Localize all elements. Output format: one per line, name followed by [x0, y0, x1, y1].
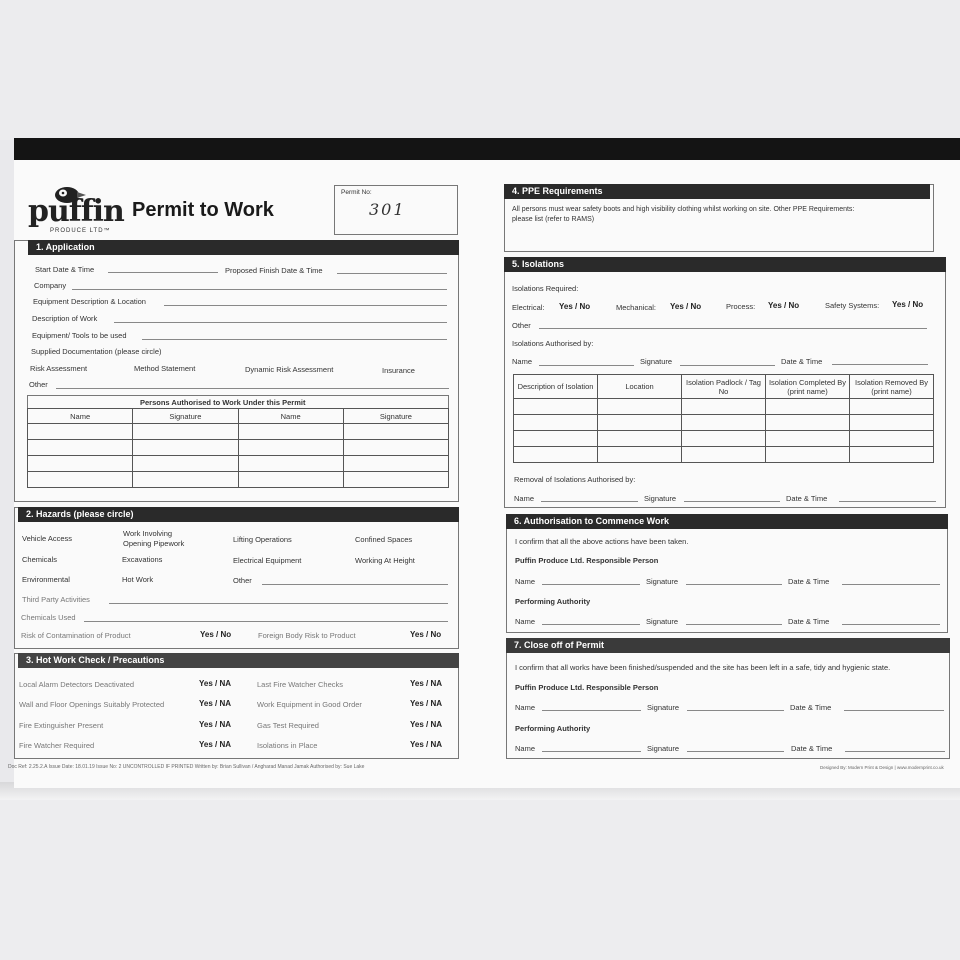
iso-col-padlock: Isolation Padlock / Tag No: [682, 375, 766, 399]
hazard-work-involving[interactable]: Work Involving: [123, 529, 173, 538]
top-black-bar: [14, 138, 960, 160]
iso-rem-name-field[interactable]: [541, 501, 638, 502]
start-date-field[interactable]: [108, 272, 218, 273]
equipment-good-label: Work Equipment in Good Order: [257, 700, 362, 709]
fire-watcher-yes-na[interactable]: Yes / NA: [199, 740, 232, 749]
auth-perf-name-field[interactable]: [542, 624, 640, 625]
persons-col-name-2: Name: [238, 409, 343, 424]
close-resp-date-label: Date & Time: [790, 703, 832, 712]
other-field[interactable]: [56, 388, 449, 389]
close-perf-date-field[interactable]: [845, 751, 945, 752]
doc-insurance[interactable]: Insurance: [382, 366, 415, 375]
table-row[interactable]: [514, 415, 934, 431]
persons-col-name-1: Name: [28, 409, 133, 424]
iso-auth-date-label: Date & Time: [781, 357, 823, 366]
foreign-body-yes-no[interactable]: Yes / No: [410, 630, 442, 639]
iso-auth-date-field[interactable]: [832, 364, 928, 365]
foreign-body-label: Foreign Body Risk to Product: [258, 631, 356, 640]
extinguisher-label: Fire Extinguisher Present: [19, 721, 104, 730]
close-perf-name-label: Name: [515, 744, 536, 753]
tools-field[interactable]: [142, 339, 447, 340]
persons-col-signature-1: Signature: [133, 409, 238, 424]
hazards-heading: 2. Hazards (please circle): [18, 507, 459, 522]
hazard-chemicals[interactable]: Chemicals: [22, 555, 58, 564]
description-field[interactable]: [114, 322, 447, 323]
hazard-height[interactable]: Working At Height: [355, 556, 415, 565]
fire-watcher-checks-yes-na[interactable]: Yes / NA: [410, 679, 443, 688]
tools-label: Equipment/ Tools to be used: [32, 331, 127, 340]
authorisation-confirm: I confirm that all the above actions have been taken.: [515, 537, 689, 546]
equipment-label: Equipment Description & Location: [33, 297, 146, 306]
third-party-field[interactable]: [109, 603, 448, 604]
chemicals-used-label: Chemicals Used: [21, 613, 76, 622]
iso-mechanical-yes-no[interactable]: Yes / No: [670, 302, 702, 311]
doc-dynamic-risk[interactable]: Dynamic Risk Assessment: [245, 365, 334, 374]
iso-col-description: Description of Isolation: [514, 375, 598, 399]
wall-openings-label: Wall and Floor Openings Suitably Protected: [19, 700, 165, 709]
alarm-yes-na[interactable]: Yes / NA: [199, 679, 232, 688]
close-perf-name-field[interactable]: [542, 751, 641, 752]
close-perf-date-label: Date & Time: [791, 744, 833, 753]
table-row[interactable]: [28, 424, 449, 440]
closeoff-performing-label: Performing Authority: [515, 724, 591, 733]
iso-authorised-label: Isolations Authorised by:: [512, 339, 594, 348]
page-title: Permit to Work: [132, 199, 274, 221]
authorisation-performing-label: Performing Authority: [515, 597, 591, 606]
gas-test-yes-na[interactable]: Yes / NA: [410, 720, 443, 729]
finish-date-field[interactable]: [337, 273, 447, 274]
equipment-field[interactable]: [164, 305, 447, 306]
fire-watcher-checks-label: Last Fire Watcher Checks: [257, 680, 343, 689]
close-resp-name-field[interactable]: [542, 710, 641, 711]
closeoff-section: [506, 638, 950, 759]
close-perf-signature-field[interactable]: [687, 751, 784, 752]
isolations-heading: 5. Isolations: [504, 257, 946, 272]
persons-table-title: Persons Authorised to Work Under this Permit: [140, 398, 306, 407]
persons-col-signature-2: Signature: [343, 409, 448, 424]
hazard-environmental[interactable]: Environmental: [22, 575, 70, 584]
footer-doc-ref: Doc Ref: 2.25.2.A Issue Date: 18.01.19 Issue No: 2 UNCONTROLLED IF PRINTED Written by: Brian Sullivan / Angharad Manad Jamak Authorised by: Sue Lake: [8, 764, 365, 770]
closeoff-responsible-label: Puffin Produce Ltd. Responsible Person: [515, 683, 659, 692]
iso-mechanical-label: Mechanical:: [616, 303, 657, 312]
background-bottom: [0, 790, 960, 960]
iso-auth-name-field[interactable]: [539, 365, 634, 366]
iso-other-field[interactable]: [539, 328, 927, 329]
ppe-text-2: please list (refer to RAMS): [512, 216, 595, 223]
auth-perf-signature-field[interactable]: [686, 624, 782, 625]
fire-watcher-label: Fire Watcher Required: [19, 741, 95, 750]
iso-other-label: Other: [512, 321, 531, 330]
doc-risk-assessment[interactable]: Risk Assessment: [30, 364, 88, 373]
persons-table-title-box: [27, 395, 449, 408]
hazard-excavations[interactable]: Excavations: [122, 555, 163, 564]
table-row[interactable]: [28, 472, 449, 488]
isolations-in-place-label: Isolations in Place: [257, 741, 318, 750]
table-row[interactable]: [514, 399, 934, 415]
iso-electrical-yes-no[interactable]: Yes / No: [559, 302, 591, 311]
auth-resp-date-label: Date & Time: [788, 577, 830, 586]
iso-electrical-label: Electrical:: [512, 303, 545, 312]
auth-perf-signature-label: Signature: [646, 617, 679, 626]
table-row[interactable]: [28, 440, 449, 456]
iso-rem-signature-label: Signature: [644, 494, 677, 503]
start-date-label: Start Date & Time: [35, 265, 95, 274]
logo-subtitle: PRODUCE LTD™: [50, 228, 111, 234]
close-resp-name-label: Name: [515, 703, 536, 712]
iso-safety-label: Safety Systems:: [825, 301, 880, 310]
hazard-other-field[interactable]: [262, 584, 448, 585]
logo-word: puffin: [28, 194, 124, 229]
closeoff-confirm: I confirm that all works have been finished/suspended and the site has been left in a safe, tidy and hygienic state.: [515, 663, 891, 672]
permit-number-value: 301: [369, 200, 406, 219]
hazard-other[interactable]: Other: [233, 576, 252, 585]
table-row[interactable]: [514, 431, 934, 447]
description-label: Description of Work: [32, 314, 98, 323]
documentation-label: Supplied Documentation (please circle): [31, 347, 162, 356]
isolations-in-place-yes-na[interactable]: Yes / NA: [410, 740, 443, 749]
doc-method-statement[interactable]: Method Statement: [134, 364, 196, 373]
extinguisher-yes-na[interactable]: Yes / NA: [199, 720, 232, 729]
application-heading: 1. Application: [28, 240, 459, 255]
company-label: Company: [34, 281, 67, 290]
auth-perf-date-field[interactable]: [842, 624, 940, 625]
iso-process-label: Process:: [726, 302, 756, 311]
iso-process-yes-no[interactable]: Yes / No: [768, 301, 800, 310]
close-resp-signature-label: Signature: [647, 703, 680, 712]
hazard-hot-work[interactable]: Hot Work: [122, 575, 154, 584]
iso-auth-signature-label: Signature: [640, 357, 673, 366]
hazard-lifting[interactable]: Lifting Operations: [233, 535, 292, 544]
hotwork-heading: 3. Hot Work Check / Precautions: [18, 653, 459, 668]
hazard-opening-pipework[interactable]: Opening Pipework: [123, 539, 185, 548]
authorisation-responsible-label: Puffin Produce Ltd. Responsible Person: [515, 556, 659, 565]
iso-rem-date-field[interactable]: [839, 501, 936, 502]
close-resp-signature-field[interactable]: [687, 710, 784, 711]
iso-safety-yes-no[interactable]: Yes / No: [892, 300, 924, 309]
hazard-electrical[interactable]: Electrical Equipment: [233, 556, 302, 565]
hazard-vehicle-access[interactable]: Vehicle Access: [22, 534, 73, 543]
iso-col-location: Location: [598, 375, 682, 399]
iso-col-removed: Isolation Removed By (print name): [850, 375, 934, 399]
iso-col-completed: Isolation Completed By (print name): [766, 375, 850, 399]
isolations-table: [513, 374, 934, 463]
auth-resp-signature-field[interactable]: [686, 584, 782, 585]
permit-form-sheet: [8, 138, 960, 788]
authorisation-section: [506, 514, 948, 633]
auth-perf-date-label: Date & Time: [788, 617, 830, 626]
iso-removal-label: Removal of Isolations Authorised by:: [514, 475, 636, 484]
auth-resp-date-field[interactable]: [842, 584, 940, 585]
auth-resp-name-field[interactable]: [542, 584, 640, 585]
authorisation-heading: 6. Authorisation to Commence Work: [506, 514, 948, 529]
finish-date-label: Proposed Finish Date & Time: [225, 266, 323, 275]
company-field[interactable]: [72, 289, 447, 290]
iso-auth-name-label: Name: [512, 357, 533, 366]
gas-test-label: Gas Test Required: [257, 721, 319, 730]
auth-perf-name-label: Name: [515, 617, 536, 626]
close-perf-signature-label: Signature: [647, 744, 680, 753]
chemicals-used-field[interactable]: [84, 621, 448, 622]
other-label: Other: [29, 380, 48, 389]
iso-rem-signature-field[interactable]: [684, 501, 780, 502]
close-resp-date-field[interactable]: [844, 710, 944, 711]
ppe-text-1: All persons must wear safety boots and high visibility clothing whilst working on site. Other PPE Requirements:: [512, 206, 855, 213]
hazard-confined[interactable]: Confined Spaces: [355, 535, 413, 544]
permit-number-box[interactable]: [334, 185, 458, 235]
equipment-good-yes-na[interactable]: Yes / NA: [410, 699, 443, 708]
table-row[interactable]: [514, 447, 934, 463]
iso-rem-date-label: Date & Time: [786, 494, 828, 503]
ppe-heading: 4. PPE Requirements: [504, 184, 930, 199]
closeoff-heading: 7. Close off of Permit: [506, 638, 950, 653]
isolations-required-label: Isolations Required:: [512, 284, 579, 293]
contamination-label: Risk of Contamination of Product: [21, 631, 131, 640]
permit-number-label: Permit No:: [341, 189, 372, 196]
wall-openings-yes-na[interactable]: Yes / NA: [199, 699, 232, 708]
persons-table: [27, 408, 449, 488]
auth-resp-signature-label: Signature: [646, 577, 679, 586]
footer-designer: Designed By: Modern Print & Design | www.modernprint.co.uk: [820, 765, 944, 770]
table-row[interactable]: [28, 456, 449, 472]
iso-rem-name-label: Name: [514, 494, 535, 503]
third-party-label: Third Party Activities: [22, 595, 90, 604]
contamination-yes-no[interactable]: Yes / No: [200, 630, 232, 639]
alarm-label: Local Alarm Detectors Deactivated: [19, 680, 135, 689]
auth-resp-name-label: Name: [515, 577, 536, 586]
background-top: [0, 0, 960, 140]
iso-auth-signature-field[interactable]: [680, 365, 775, 366]
